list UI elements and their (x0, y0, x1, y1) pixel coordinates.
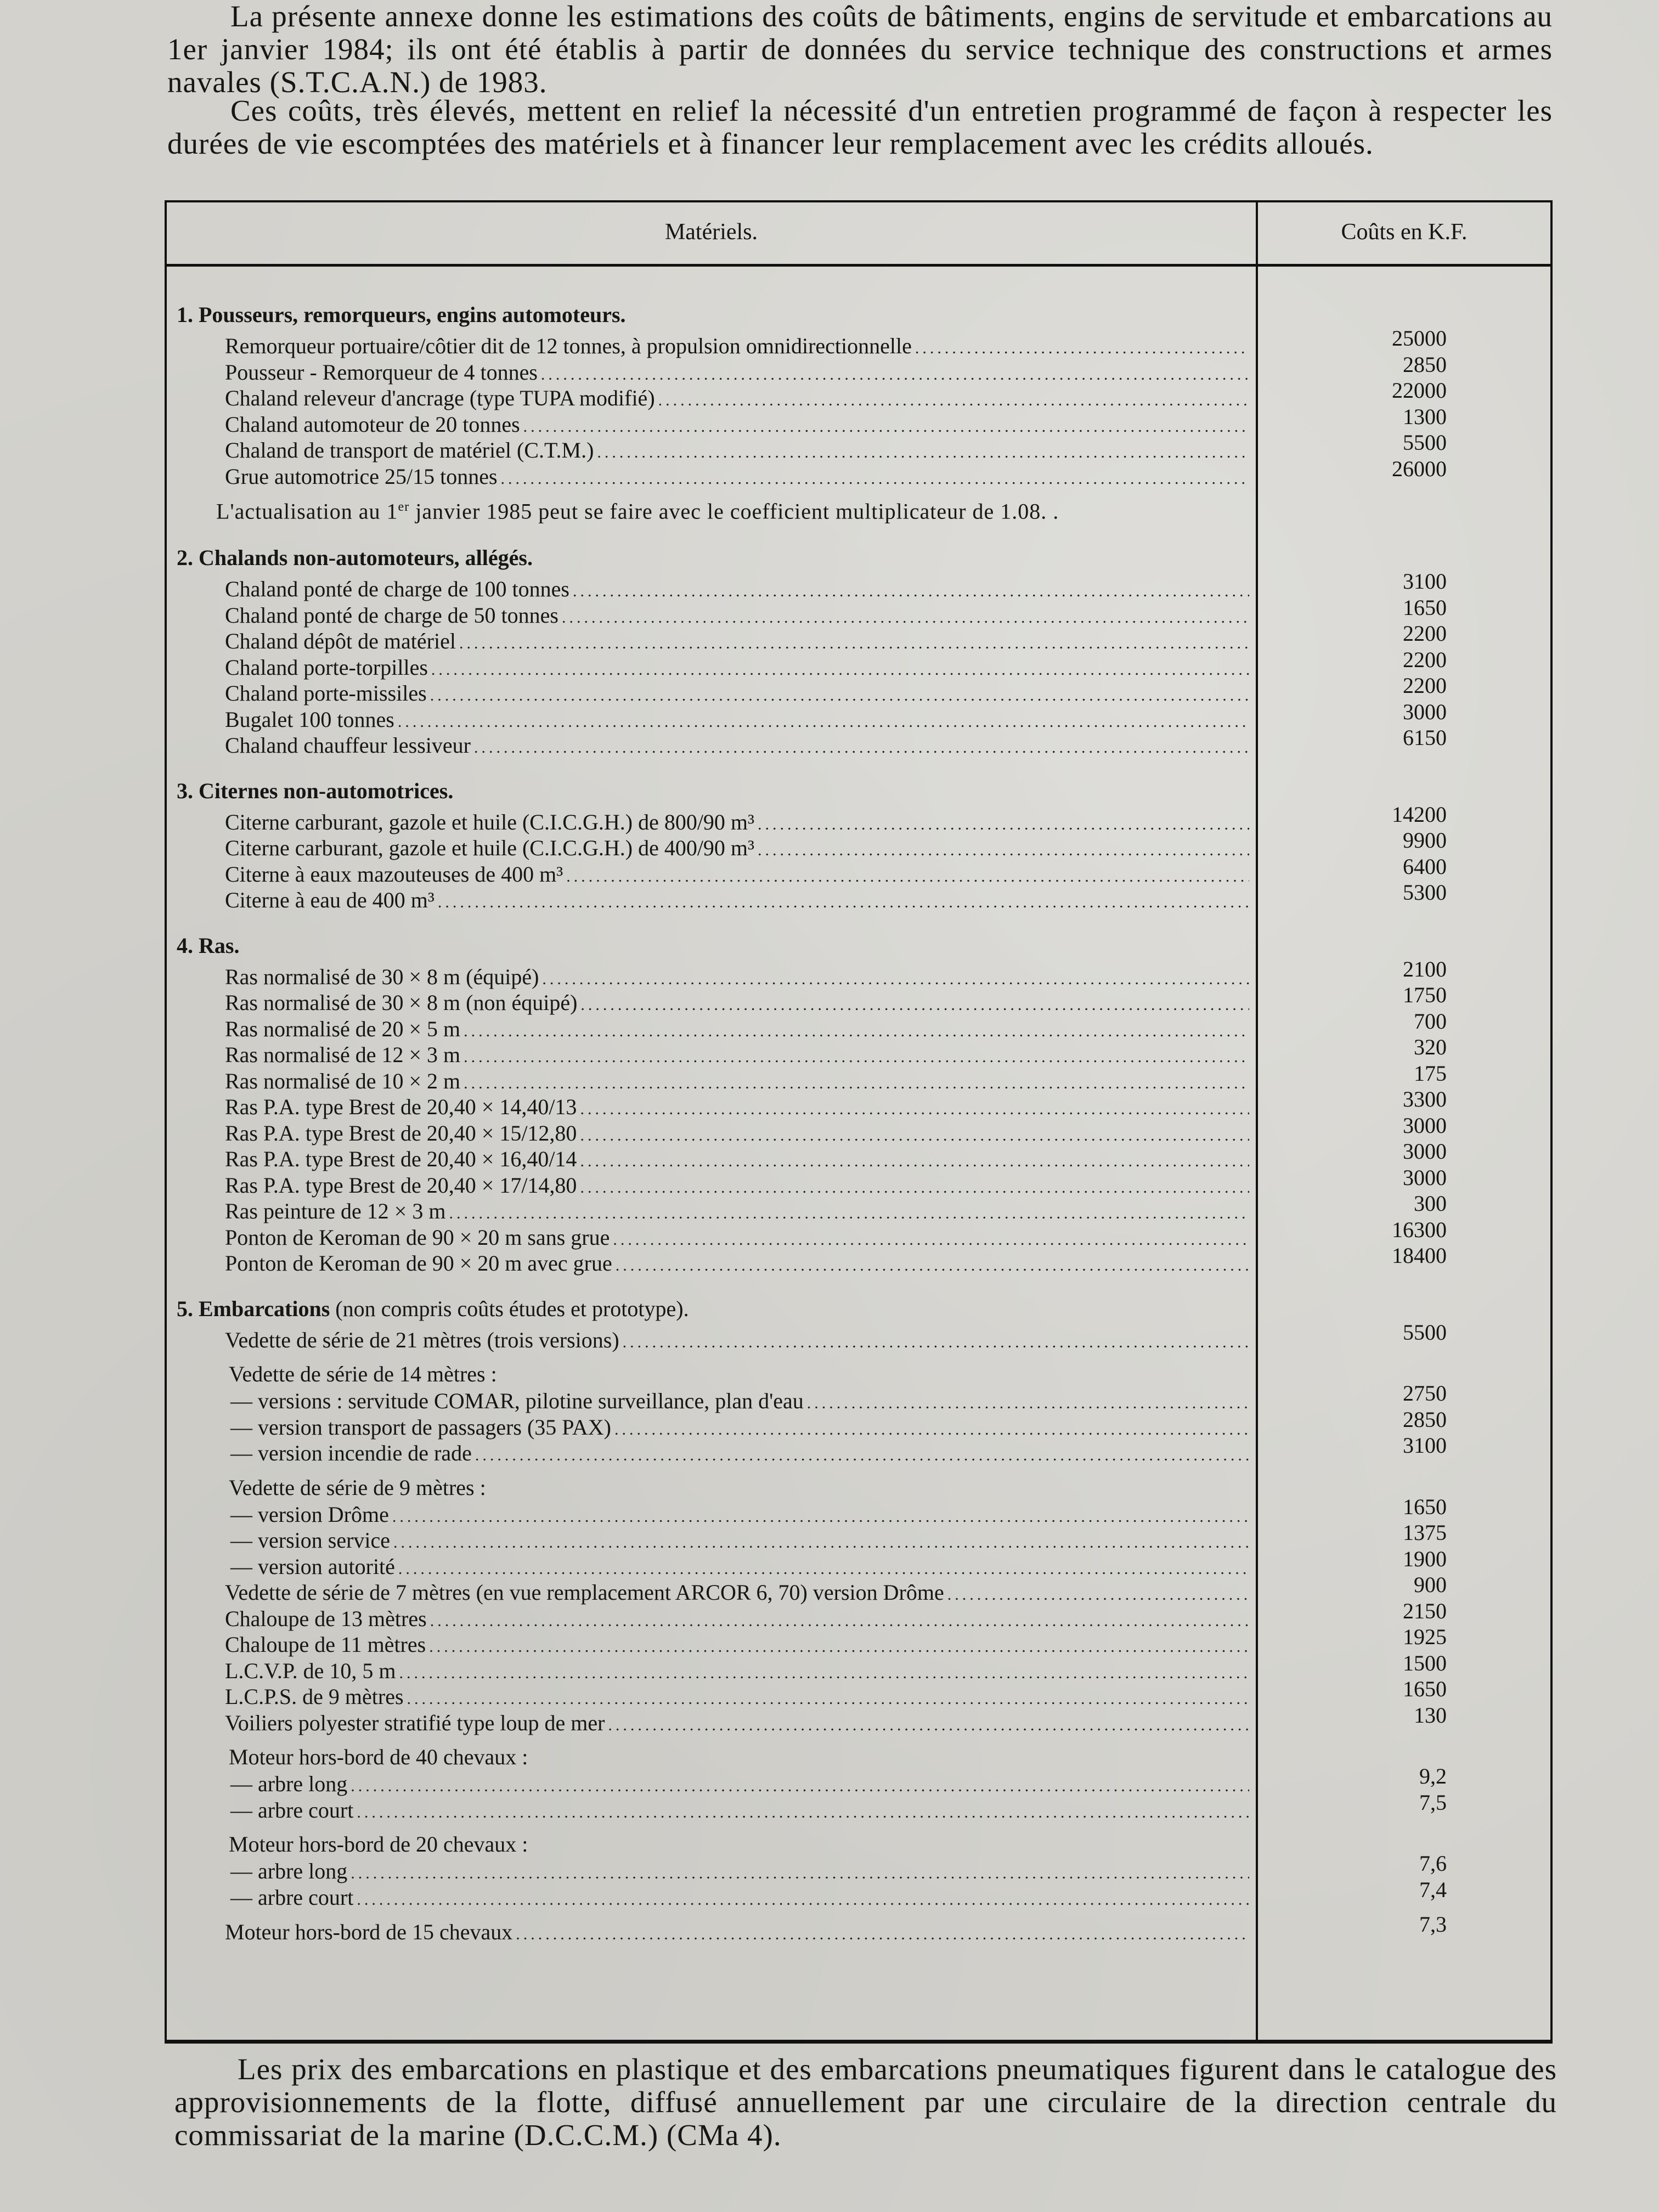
table-row (177, 456, 1548, 490)
row-cost: 3000 (1403, 1165, 1447, 1190)
row-cost: 5500 (1403, 430, 1447, 455)
row-cost: 3100 (1403, 1433, 1447, 1458)
leader-dots (351, 1860, 1249, 1887)
row-label: Vedette de série de 21 mètres (trois versions) (225, 1327, 619, 1352)
table-row (177, 1243, 1548, 1277)
row-cost: 22000 (1392, 378, 1447, 403)
row-cost: 1650 (1403, 595, 1447, 620)
group-heading: Moteur hors-bord de 40 chevaux : (229, 1745, 528, 1770)
cost-table (165, 200, 1553, 2044)
leader-dots (357, 1799, 1249, 1826)
row-cost: 1500 (1403, 1650, 1447, 1675)
row-label: Chaland ponté de charge de 50 tonnes (225, 602, 558, 628)
row-label: Citerne à eaux mazouteuses de 400 m³ (225, 861, 563, 887)
row-label: Ras normalisé de 10 × 2 m (225, 1068, 461, 1093)
row-label: Bugalet 100 tonnes (225, 707, 394, 732)
leader-dots (658, 387, 1249, 414)
row-label: Ras peinture de 12 × 3 m (225, 1199, 446, 1224)
leader-dots (915, 335, 1249, 362)
leader-dots (430, 1608, 1249, 1634)
intro-paragraph-1 (167, 0, 1553, 99)
leader-dots (393, 1530, 1249, 1556)
row-label: Chaloupe de 13 mètres (225, 1606, 427, 1631)
table-row (177, 1433, 1548, 1466)
leader-dots (580, 992, 1249, 1018)
row-label: Chaland de transport de matériel (C.T.M.) (225, 438, 594, 462)
leader-dots (474, 735, 1249, 761)
leader-dots (947, 1582, 1249, 1608)
leader-dots (398, 1556, 1249, 1582)
row-cost: 7,4 (1419, 1877, 1447, 1902)
row-cost: 130 (1414, 1702, 1447, 1728)
row-label: Vedette de série de 7 mètres (en vue remplacement ARCOR 6, 70) version Drôme (225, 1580, 944, 1605)
leader-dots (608, 1712, 1249, 1739)
leader-dots (351, 1773, 1249, 1799)
header-rule (167, 264, 1550, 267)
row-cost: 5500 (1403, 1319, 1447, 1345)
row-cost: 3300 (1403, 1087, 1447, 1112)
row-cost: 3000 (1403, 699, 1447, 724)
row-cost: 25000 (1392, 326, 1447, 351)
row-cost: 3000 (1403, 1113, 1447, 1138)
row-cost: 1750 (1403, 983, 1447, 1008)
row-label: Citerne carburant, gazole et huile (C.I.C.G.H.) de 400/90 m³ (225, 836, 755, 861)
section-title (177, 1295, 1548, 1323)
note-text: L'actualisation au 1 (216, 499, 398, 524)
intro-text-1: La présente annexe donne les estimations des coûts de bâtiments, engins de servitude et embarcations au 1er janvier 1984; ils ont été établis à partir de données du service technique des constructions et armes navales (S.T.C.A.N.) de 1983. (167, 0, 1553, 99)
note-text: janvier 1985 peut se faire avec le coefficient multiplicateur de 1.08. . (409, 499, 1059, 524)
row-cost: 1650 (1403, 1677, 1447, 1702)
row-label: — version service (230, 1528, 391, 1553)
section-title: 4. Ras. (177, 933, 240, 958)
row-label: — arbre court (230, 1884, 354, 1910)
actualisation-note (177, 493, 1548, 526)
leader-dots (357, 1887, 1249, 1913)
leader-dots (449, 1200, 1249, 1227)
section-title: 2. Chalands non-automoteurs, allégés. (177, 545, 533, 571)
row-cost: 7,3 (1419, 1912, 1447, 1937)
leader-dots (758, 811, 1249, 838)
row-label: — arbre long (230, 1859, 348, 1884)
row-label: Ras normalisé de 30 × 8 m (équipé) (225, 964, 539, 989)
row-cost: 1650 (1403, 1494, 1447, 1519)
row-label: Chaland ponté de charge de 100 tonnes (225, 577, 569, 602)
section-4 (177, 932, 1548, 1277)
row-cost: 9,2 (1419, 1764, 1447, 1789)
table-row (177, 725, 1548, 759)
table-body (177, 301, 1548, 1964)
section-1 (177, 301, 1548, 526)
leader-dots (616, 1252, 1249, 1279)
row-cost: 18400 (1392, 1243, 1447, 1268)
row-label: — version autorité (230, 1554, 395, 1579)
section-5 (177, 1295, 1548, 1945)
section-3 (177, 777, 1548, 913)
row-label: L.C.V.P. de 10, 5 m (225, 1658, 396, 1683)
row-label: Ras normalisé de 20 × 5 m (225, 1016, 461, 1041)
leader-dots (566, 864, 1249, 890)
row-label: Chaland chauffeur lessiveur (225, 733, 471, 758)
leader-dots (464, 1070, 1249, 1097)
row-label: Ponton de Keroman de 90 × 20 m sans grue (225, 1224, 610, 1250)
row-label: Moteur hors-bord de 15 chevaux (225, 1920, 513, 1945)
row-label: — version Drôme (230, 1502, 389, 1527)
leader-dots (542, 966, 1249, 992)
section-title-bold: 5. Embarcations (177, 1296, 330, 1321)
leader-dots (475, 1442, 1249, 1469)
row-cost: 1900 (1403, 1546, 1447, 1571)
leader-dots (431, 657, 1249, 683)
leader-dots (614, 1417, 1249, 1443)
row-cost: 6400 (1403, 854, 1447, 879)
row-label: Citerne carburant, gazole et huile (C.I.C.G.H.) de 800/90 m³ (225, 809, 755, 834)
header-couts: Coûts en K.F. (1341, 219, 1468, 245)
row-cost: 1375 (1403, 1520, 1447, 1545)
closing-text: Les prix des embarcations en plastique et des embarcations pneumatiques figurent dans le catalogue des approvisionnements de la flotte, diffusé annuellement par une circulaire de la direction centrale du commissariat de la marine (D.C.C.M.) (CMa 4). (174, 2052, 1557, 2152)
row-label: — version transport de passagers (35 PAX) (230, 1414, 611, 1440)
group-heading: Moteur hors-bord de 20 chevaux : (229, 1832, 528, 1857)
row-label: — version incendie de rade (230, 1441, 472, 1466)
row-label: Ras normalisé de 12 × 3 m (225, 1042, 461, 1068)
row-cost: 2100 (1403, 956, 1447, 981)
leader-dots (464, 1044, 1249, 1070)
section-title-note: (non compris coûts études et prototype). (330, 1296, 689, 1321)
leader-dots (523, 414, 1249, 440)
row-cost: 175 (1414, 1060, 1447, 1086)
table-row (177, 1319, 1548, 1353)
leader-dots (573, 578, 1249, 605)
row-label: Chaloupe de 11 mètres (225, 1632, 426, 1657)
leader-dots (464, 1018, 1249, 1045)
table-row (177, 1912, 1548, 1945)
row-cost: 9900 (1403, 828, 1447, 853)
table-row (177, 1790, 1548, 1824)
row-label: Grue automotrice 25/15 tonnes (225, 464, 498, 489)
row-label: Citerne à eau de 400 m³ (225, 888, 435, 913)
leader-dots (501, 466, 1249, 492)
leader-dots (580, 1148, 1249, 1175)
row-cost: 1925 (1403, 1624, 1447, 1650)
leader-dots (613, 1227, 1249, 1253)
row-cost: 7,6 (1419, 1851, 1447, 1876)
row-cost: 2200 (1403, 673, 1447, 698)
row-cost: 2850 (1403, 1407, 1447, 1432)
leader-dots (438, 889, 1249, 916)
leader-dots (392, 1504, 1249, 1530)
row-cost: 320 (1414, 1035, 1447, 1060)
row-label: Ras P.A. type Brest de 20,40 × 17/14,80 (225, 1172, 577, 1198)
header-materiels: Matériels. (664, 219, 758, 245)
row-label: Remorqueur portuaire/côtier dit de 12 tonnes, à propulsion omnidirectionnelle (225, 334, 912, 358)
row-cost: 14200 (1392, 802, 1447, 827)
row-cost: 3000 (1403, 1139, 1447, 1164)
table-row (177, 880, 1548, 913)
note-superscript: er (398, 500, 410, 514)
leader-dots (562, 605, 1249, 631)
leader-dots (516, 1921, 1249, 1948)
leader-dots (807, 1390, 1249, 1417)
closing-paragraph (174, 2053, 1557, 2152)
row-cost: 16300 (1392, 1217, 1447, 1242)
row-cost: 900 (1414, 1572, 1447, 1598)
row-label: Ras P.A. type Brest de 20,40 × 15/12,80 (225, 1120, 577, 1146)
leader-dots (623, 1329, 1249, 1356)
row-cost: 2750 (1403, 1381, 1447, 1406)
row-cost: 3100 (1403, 569, 1447, 594)
row-label: Chaland dépôt de matériel (225, 629, 456, 654)
row-cost: 7,5 (1419, 1790, 1447, 1815)
row-label: L.C.P.S. de 9 mètres (225, 1684, 404, 1709)
table-row (177, 1877, 1548, 1911)
row-cost: 2200 (1403, 621, 1447, 646)
leader-dots (430, 682, 1249, 709)
row-label: Chaland porte-missiles (225, 681, 427, 706)
row-label: Chaland porte-torpilles (225, 654, 428, 680)
row-cost: 6150 (1403, 725, 1447, 751)
leader-dots (398, 709, 1249, 735)
row-cost: 5300 (1403, 880, 1447, 905)
leader-dots (597, 439, 1249, 466)
row-label: — arbre court (230, 1797, 354, 1822)
intro-text-2: Ces coûts, très élevés, mettent en relief la nécessité d'un entretien programmé de façon à respecter les durées de vie escomptées des matériels et à financer leur remplacement avec les crédits alloués. (167, 94, 1553, 160)
section-title: 3. Citernes non-automotrices. (177, 778, 454, 803)
group-heading: Vedette de série de 14 mètres : (229, 1362, 497, 1387)
leader-dots (459, 630, 1249, 657)
row-cost: 1300 (1403, 404, 1447, 429)
leader-dots (399, 1660, 1249, 1686)
intro-paragraph-2 (167, 94, 1553, 160)
leader-dots (541, 362, 1249, 388)
section-2 (177, 544, 1548, 759)
leader-dots (580, 1175, 1249, 1201)
table-row (177, 1702, 1548, 1736)
row-label: Pousseur - Remorqueur de 4 tonnes (225, 359, 538, 385)
row-label: Ras normalisé de 30 × 8 m (non équipé) (225, 990, 578, 1015)
group-heading: Vedette de série de 9 mètres : (229, 1475, 486, 1500)
row-label: — arbre long (230, 1771, 348, 1797)
row-label: — versions : servitude COMAR, pilotine surveillance, plan d'eau (230, 1389, 804, 1414)
row-cost: 2200 (1403, 647, 1447, 672)
row-cost: 26000 (1392, 456, 1447, 481)
leader-dots (429, 1634, 1249, 1660)
row-label: Ras P.A. type Brest de 20,40 × 16,40/14 (225, 1147, 577, 1172)
row-label: Chaland automoteur de 20 tonnes (225, 411, 520, 437)
row-cost: 300 (1414, 1191, 1447, 1216)
row-label: Voiliers polyester stratifié type loup de mer (225, 1710, 605, 1735)
leader-dots (407, 1686, 1249, 1712)
row-cost: 2850 (1403, 352, 1447, 377)
row-label: Ras P.A. type Brest de 20,40 × 14,40/13 (225, 1094, 577, 1120)
row-label: Ponton de Keroman de 90 × 20 m avec grue (225, 1251, 612, 1276)
row-cost: 700 (1414, 1008, 1447, 1034)
row-label: Chaland releveur d'ancrage (type TUPA modifié) (225, 386, 655, 410)
leader-dots (580, 1096, 1249, 1122)
section-title: 1. Pousseurs, remorqueurs, engins automoteurs. (177, 302, 626, 327)
row-cost: 2150 (1403, 1598, 1447, 1623)
leader-dots (758, 837, 1249, 864)
leader-dots (580, 1122, 1249, 1149)
